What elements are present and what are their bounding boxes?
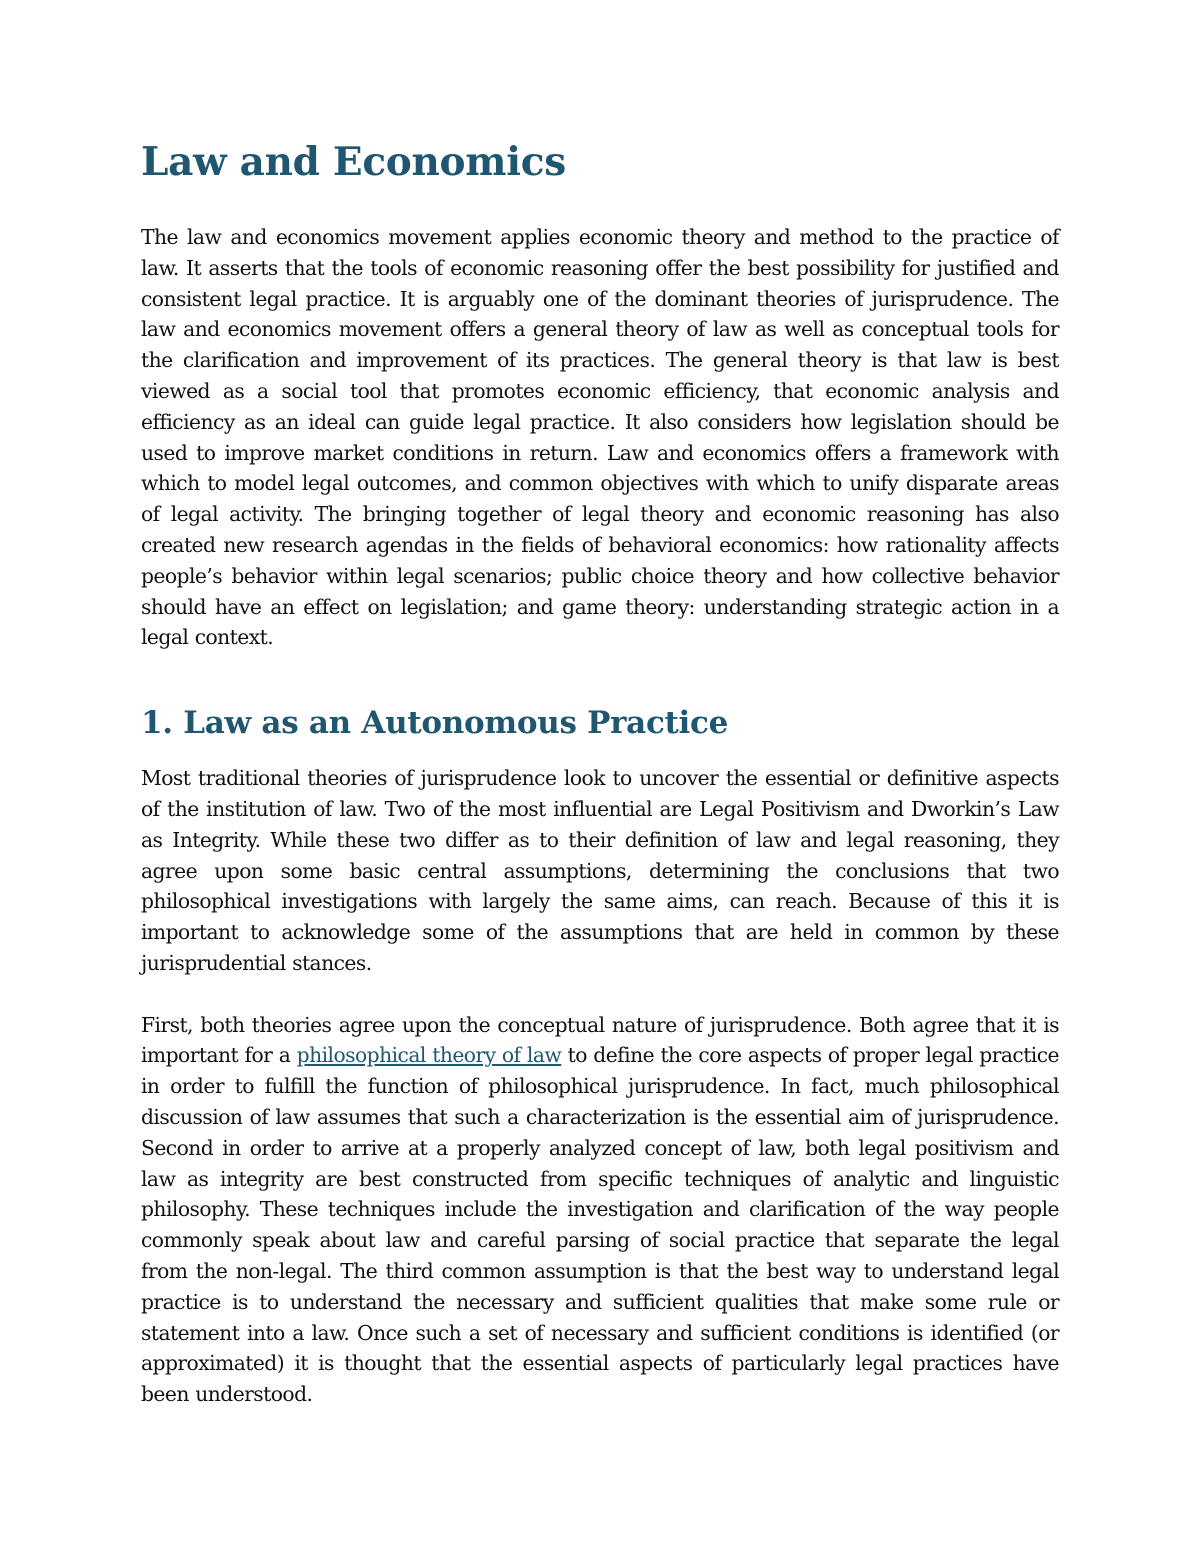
section-paragraph-1: Most traditional theories of jurisprudence look to uncover the essential or definitive aspects of the institution of law. Two of the most influential are Legal Positivism and Dworkin’s Law as Integrity. While these two differ as to their definition of law and legal reasoning, they agree upon some basic central assumptions, determining the conclusions that two philosophical investigations with largely the same aims, can reach. Because of this it is important to acknowledge some of the assumptions that are held in common by these jurisprudential stances. — [141, 766, 1059, 975]
paragraph-text-after-link: to define the core aspects of proper legal practice in order to fulfill the function of philosophical jurisprudence. In fact, much philosophical discussion of law assumes that such a characterization is the essential aim of jurisprudence. Second in order to arrive at a properly analyzed concept of law, both legal positivism and law as integrity are best constructed from specific techniques of analytic and linguistic philosophy. These techniques include the investigation and clarification of the way people commonly speak about law and careful parsing of social practice that separate the legal from the non-legal. The third common assumption is that the best way to understand legal practice is to understand the necessary and sufficient qualities that make some rule or statement into a law. Once such a set of necessary and sufficient conditions is identified (or approximated) it is thought that the essential aspects of particularly legal practices have been understood. — [141, 1043, 1059, 1407]
philosophical-theory-link[interactable]: philosophical theory of law — [296, 1043, 562, 1068]
page-title: Law and Economics — [141, 139, 566, 185]
paragraph-text-before-link: First, both theories agree upon the conceptual nature of jurisprudence. Both agree that it is important for a — [141, 1012, 1059, 1068]
document-page — [141, 130, 1059, 1410]
intro-paragraph: The law and economics movement applies economic theory and method to the practice of law. It asserts that the tools of economic reasoning offer the best possibility for justified and consistent legal practice. It is arguably one of the dominant theories of jurisprudence. The law and economics movement offers a general theory of law as well as conceptual tools for the clarification and improvement of its practices. The general theory is that law is best viewed as a social tool that promotes economic efficiency, that economic analysis and efficiency as an ideal can guide legal practice. It also considers how legislation should be used to improve market conditions in return. Law and economics offers a framework with which to model legal outcomes, and common objectives with which to unify disparate areas of legal activity. The bringing together of legal theory and economic reasoning has also created new research agendas in the fields of behavioral economics: how rationality affects people’s behavior within legal scenarios; public choice theory and how collective behavior should have an effect on legislation; and game theory: understanding strategic action in a legal context. — [141, 225, 1059, 650]
section-heading: 1. Law as an Autonomous Practice — [141, 705, 729, 742]
section-paragraph-2 — [141, 1010, 1059, 1410]
